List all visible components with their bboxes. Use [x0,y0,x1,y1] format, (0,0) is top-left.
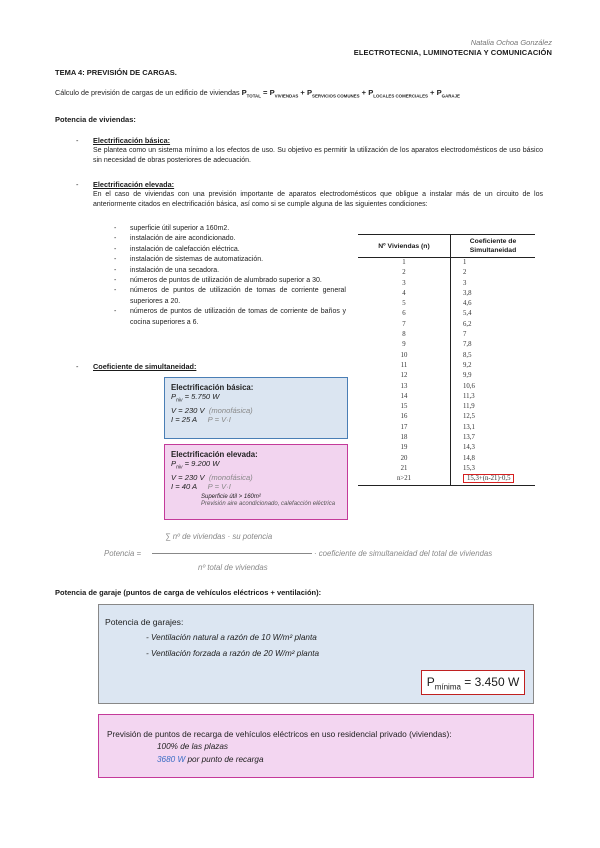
table-row [358,309,535,319]
conditions-list [114,224,346,328]
basica-power: $P_{niv} = 5.750$ W [171,392,220,404]
list-item: - instalación de una secadora. [114,266,220,274]
table-row [358,474,535,485]
list-item: - instalación de sistemas de automatización. [114,256,264,264]
basica-box-title: Electrificación básica: [171,383,254,392]
formula-lhs: Potencia = [104,549,142,558]
viviendas-heading: Potencia de viviendas: [55,115,136,124]
table-row [358,371,535,381]
list-item: - números de puntos de utilización de tomas de corriente de baños y cocina superiores a 6. [114,308,346,326]
table-cell-coef: 9,2 [451,361,536,371]
garaje-box-title: Potencia de garajes: [105,617,184,627]
table-header-coef: Coeficiente de Simultaneidad [451,235,536,258]
table-row [358,392,535,402]
subject-title: ELECTROTECNIA, LUMINOTECNIA Y COMUNICACIÓN [353,48,552,57]
table-cell-coef: 3,8 [451,289,536,299]
table-cell-coef: 11,3 [451,392,536,402]
page-title: TEMA 4: PREVISIÓN DE CARGAS. [55,68,177,77]
table-cell-viviendas: 5 [402,300,406,308]
table-cell-coef: 1 [451,258,536,269]
elevada-note-appliances: Previsión aire acondicionado, calefacción eléctrica [201,500,336,507]
load-equation: Cálculo de previsión de cargas de un edificio de viviendas $P_{TOTAL} = P_{VIVIENDAS} + P_{SERVICIOS COMUNES} + P_{LOCALES COMERCIALES} + P_{GARAJE}$ [55,88,460,99]
elevada-voltage: V = 230 V (monofásica) [171,472,253,482]
table-cell-viviendas: 11 [400,361,408,369]
table-cell-coef: 4,6 [451,299,536,309]
list-item: - números de puntos de utilización de alumbrado superior a 30. [114,277,322,285]
table-cell-viviendas: 6 [402,310,406,318]
elevada-bullet: - Electrificación elevada: [76,180,175,189]
formula-denominator: nº total de viviendas [198,563,268,572]
table-cell-viviendas: 3 [402,279,406,287]
author-name: Natalia Ochoa González [470,38,552,47]
table-header-viviendas: Nº Viviendas (n) [358,235,451,258]
table-cell-viviendas: 9 [402,341,406,349]
table-row [358,433,535,443]
table-row [358,443,535,453]
table-cell-viviendas: 12 [400,372,408,380]
table-cell-coef: 8,5 [451,351,536,361]
table-cell-coef: 14,3 [451,443,536,453]
table-cell-coef: 2 [451,268,536,278]
table-row [358,320,535,330]
recarga-potencia: 3680 W por punto de recarga [157,755,264,764]
table-cell-viviendas: 18 [400,434,408,442]
basica-box [164,377,348,439]
elevada-power: $P_{niv} = 9.200$ W [171,459,220,471]
table-cell-viviendas: 4 [402,289,406,297]
table-row [358,268,535,278]
table-cell-viviendas: n>21 [358,474,451,485]
table-cell-coef: 14,8 [451,454,536,464]
table-cell-coef: 7 [451,330,536,340]
recarga-box [98,714,534,778]
table-row [358,423,535,433]
coef-bullet: - Coeficiente de simultaneidad: [76,362,197,371]
table-cell-coef: 7,8 [451,340,536,350]
potencia-minima-box: $P_{mínima} = 3.450$ W [421,670,525,695]
table-row [358,361,535,371]
table-cell-coef: 13,1 [451,423,536,433]
table-row [358,464,535,474]
elevada-text: En el caso de viviendas con una previsión importante de aparatos electrodomésticos que obligue a instalar más de un circuito de los anteriormente citados en electrificación básica, así como si se cumple alguna de las siguientes condiciones: [93,191,543,209]
table-cell-coef: 11,9 [451,402,536,412]
ventilacion-natural: - Ventilación natural a razón de 10 W/m² planta [146,633,317,642]
table-row [358,340,535,350]
basica-text: Se plantea como un sistema mínimo a los efectos de uso. Su objetivo es permitir la utilización de los aparatos electrodomésticos de uso básico sin necesidad de obras posteriores de adecuación. [93,147,543,165]
table-row [358,279,535,289]
table-cell-coef: 10,6 [451,382,536,392]
table-cell-viviendas: 8 [402,331,406,339]
simultaneity-table [358,234,535,486]
basica-bullet: - Electrificación básica: [76,136,171,145]
table-cell-viviendas: 1 [402,259,406,266]
ventilacion-forzada: - Ventilación forzada a razón de 20 W/m² planta [146,649,320,658]
table-cell-viviendas: 16 [400,413,408,421]
table-row [358,402,535,412]
table-row [358,330,535,340]
elevada-note-surface: Superficie útil > 160m² [201,494,261,501]
table-cell-viviendas: 21 [400,464,408,472]
table-cell-viviendas: 13 [400,382,408,390]
list-item: - números de puntos de utilización de tomas de corriente general superiores a 20. [114,287,346,305]
table-cell-coef [451,474,536,485]
table-cell-coef: 3 [451,279,536,289]
list-item: - superficie útil superior a 160m2. [114,225,230,232]
table-cell-coef: 6,2 [451,320,536,330]
table-cell-viviendas: 15 [400,403,408,411]
table-cell-viviendas: 10 [400,351,408,359]
table-row [358,299,535,309]
table-cell-coef: 13,7 [451,433,536,443]
table-cell-viviendas: 20 [400,454,408,462]
table-row [358,454,535,464]
table-cell-coef: 5,4 [451,309,536,319]
formula-highlight: 15,3+(n-21)·0,5 [463,474,514,483]
basica-voltage: V = 230 V (monofásica) [171,405,253,415]
elevada-box-title: Electrificación elevada: [171,450,258,459]
table-cell-viviendas: 2 [402,269,406,277]
garaje-heading: Potencia de garaje (puntos de carga de vehículos eléctricos + ventilación): [55,588,322,597]
elevada-box [164,444,348,520]
table-cell-coef: 15,3 [451,464,536,474]
table-cell-coef: 9,9 [451,371,536,381]
formula-rhs: · coeficiente de simultaneidad del total de viviendas [314,549,493,558]
table-row [358,351,535,361]
table-cell-viviendas: 19 [400,444,408,452]
elevada-current: I = 40 A P = V·I [171,481,231,491]
list-item: - instalación de aire acondicionado. [114,235,236,243]
formula-numerator: ∑ nº de viviendas · su potencia [165,532,273,541]
table-cell-coef: 12,5 [451,412,536,422]
recarga-plazas: 100% de las plazas [157,742,229,751]
table-row [358,258,535,269]
recarga-title: Previsión de puntos de recarga de vehículos eléctricos en uso residencial privado (viviendas): [107,729,452,739]
table-cell-viviendas: 14 [400,392,408,400]
table-row [358,412,535,422]
list-item: - instalación de calefacción eléctrica. [114,245,240,253]
formula-fraction-bar [152,553,312,554]
table-row [358,382,535,392]
table-row [358,289,535,299]
table-cell-viviendas: 17 [400,423,408,431]
basica-current: I = 25 A P = V·I [171,414,231,424]
table-cell-viviendas: 7 [402,320,406,328]
